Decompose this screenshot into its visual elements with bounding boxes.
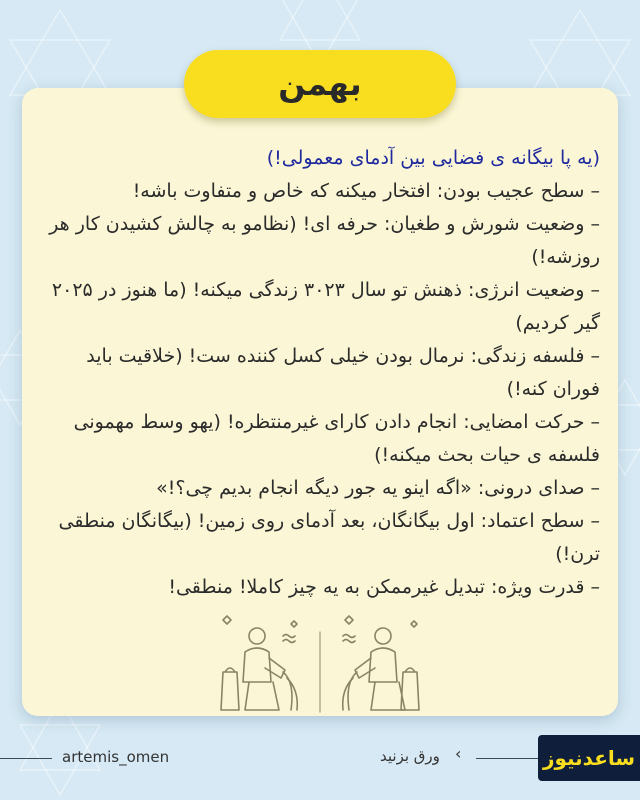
brand-logo (538, 735, 640, 781)
footer-divider-left (0, 758, 52, 759)
arrow-left-icon: ‹ (455, 744, 462, 763)
list-item: – وضعیت انرژی: ذهنش تو سال ۳۰۲۳ زندگی میکنه! (ما هنوز در ۲۰۲۵ گیر کردیم) (51, 279, 600, 334)
intro-line: (یه پا بیگانه ی فضایی بین آدمای معمولی!) (266, 147, 600, 169)
list-item: – سطح اعتماد: اول بیگانگان، بعد آدمای روی زمین! (بیگانگان منطقی ترن!) (58, 510, 600, 565)
title-pill (184, 50, 456, 118)
water-bearer-left-icon (221, 616, 297, 710)
list-item: – حرکت امضایی: انجام دادن کارای غیرمنتظره! (یهو وسط مهمونی فلسفه ی حیات بحث میکنه!) (73, 411, 600, 466)
swipe-hint: ورق بزنید (380, 747, 440, 765)
brand-logo-text: ساعدنیوز (542, 746, 636, 770)
page-title: بهمن (278, 65, 362, 103)
description-text (40, 142, 600, 604)
list-item: – وضعیت شورش و طغیان: حرفه ای! (نظامو به چالش کشیدن کار هر روزشه!) (49, 213, 600, 268)
list-item: – قدرت ویژه: تبدیل غیرممکن به یه چیز کاملا! منطقی! (168, 576, 600, 598)
list-item: – فلسفه زندگی: نرمال بودن خیلی کسل کننده ست! (خلاقیت باید فوران کنه!) (86, 345, 600, 400)
list-item: – صدای درونی: «اگه اینو یه جور دیگه انجام بدیم چی؟!» (156, 477, 600, 499)
instagram-handle[interactable]: artemis_omen (62, 748, 170, 766)
list-item: – سطح عجیب بودن: افتخار میکنه که خاص و متفاوت باشه! (132, 180, 600, 202)
water-bearer-right-icon (343, 616, 419, 710)
aquarius-illustration (205, 612, 435, 722)
